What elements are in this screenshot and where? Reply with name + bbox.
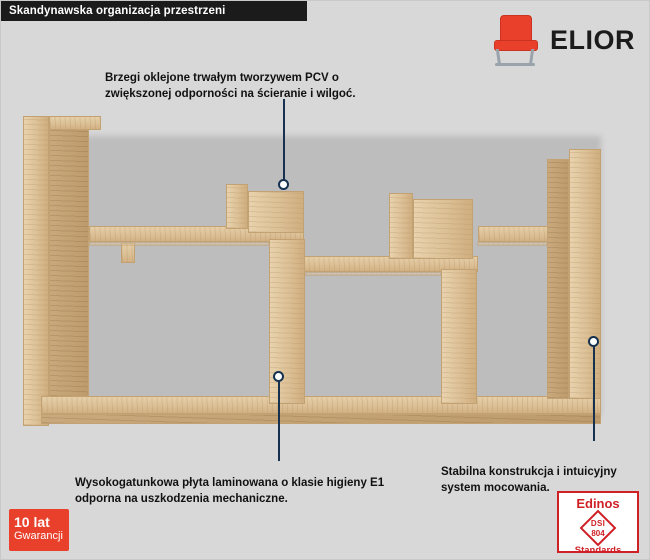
- page-title: Skandynawska organizacja przestrzeni: [1, 1, 307, 21]
- shelf-shadow-line-left: [89, 242, 269, 246]
- shelf-left-side-inner: [49, 129, 89, 417]
- shelf-right-side-panel: [569, 149, 601, 399]
- product-photo: [1, 21, 650, 516]
- shelf-divider-4: [441, 269, 477, 404]
- leader-line-board: [278, 376, 280, 461]
- shelf-left-side-panel: [23, 116, 49, 426]
- certificate-diamond-icon: [581, 513, 615, 547]
- shelf-bracket: [121, 243, 135, 263]
- callout-dot-edges: [278, 179, 289, 190]
- shelf-bottom-board-edge: [41, 414, 601, 424]
- callout-dot-board: [273, 371, 284, 382]
- callout-board: Wysokogatunkowa płyta laminowana o klasie higieny E1 odporna na uszkodzenia mechaniczne.: [75, 477, 385, 505]
- warranty-years: 10 lat: [14, 514, 50, 530]
- warranty-label: Gwarancji: [14, 530, 63, 542]
- shelf-shadow-line-right: [477, 242, 547, 246]
- callout-construction: Stabilna konstrukcja i intuicyjny system mocowania.: [441, 466, 617, 494]
- certificate-title: Edinos: [576, 496, 620, 511]
- wall-shadow: [31, 136, 601, 416]
- shelf-divider-3-top: [389, 193, 413, 259]
- certificate-badge: [557, 491, 639, 556]
- leader-line-construction: [593, 341, 595, 441]
- certificate-code: DSI: [590, 519, 606, 528]
- shelf-right-side-inner: [547, 159, 569, 399]
- certificate-number: 804: [591, 529, 605, 538]
- leader-line-edges: [283, 99, 285, 184]
- certificate-sub: Standards: [574, 545, 622, 556]
- warranty-badge: [9, 509, 69, 551]
- callout-dot-construction: [588, 336, 599, 347]
- shelf-divider-1-top: [226, 184, 248, 229]
- callout-edges: Brzegi oklejone trwałym tworzywem PCV o zwiększonej odporności na ścieranie i wilgoć.: [105, 72, 356, 100]
- shelf-top-edge-left: [49, 116, 101, 130]
- shelf-shadow-line-center: [305, 272, 441, 276]
- diamond-shape: [580, 510, 617, 547]
- shelf-divider-1-face: [248, 191, 304, 233]
- brand-name: ELIOR: [549, 24, 635, 55]
- shelf-divider-3-face: [413, 199, 473, 259]
- shelf-bottom-board: [41, 396, 601, 414]
